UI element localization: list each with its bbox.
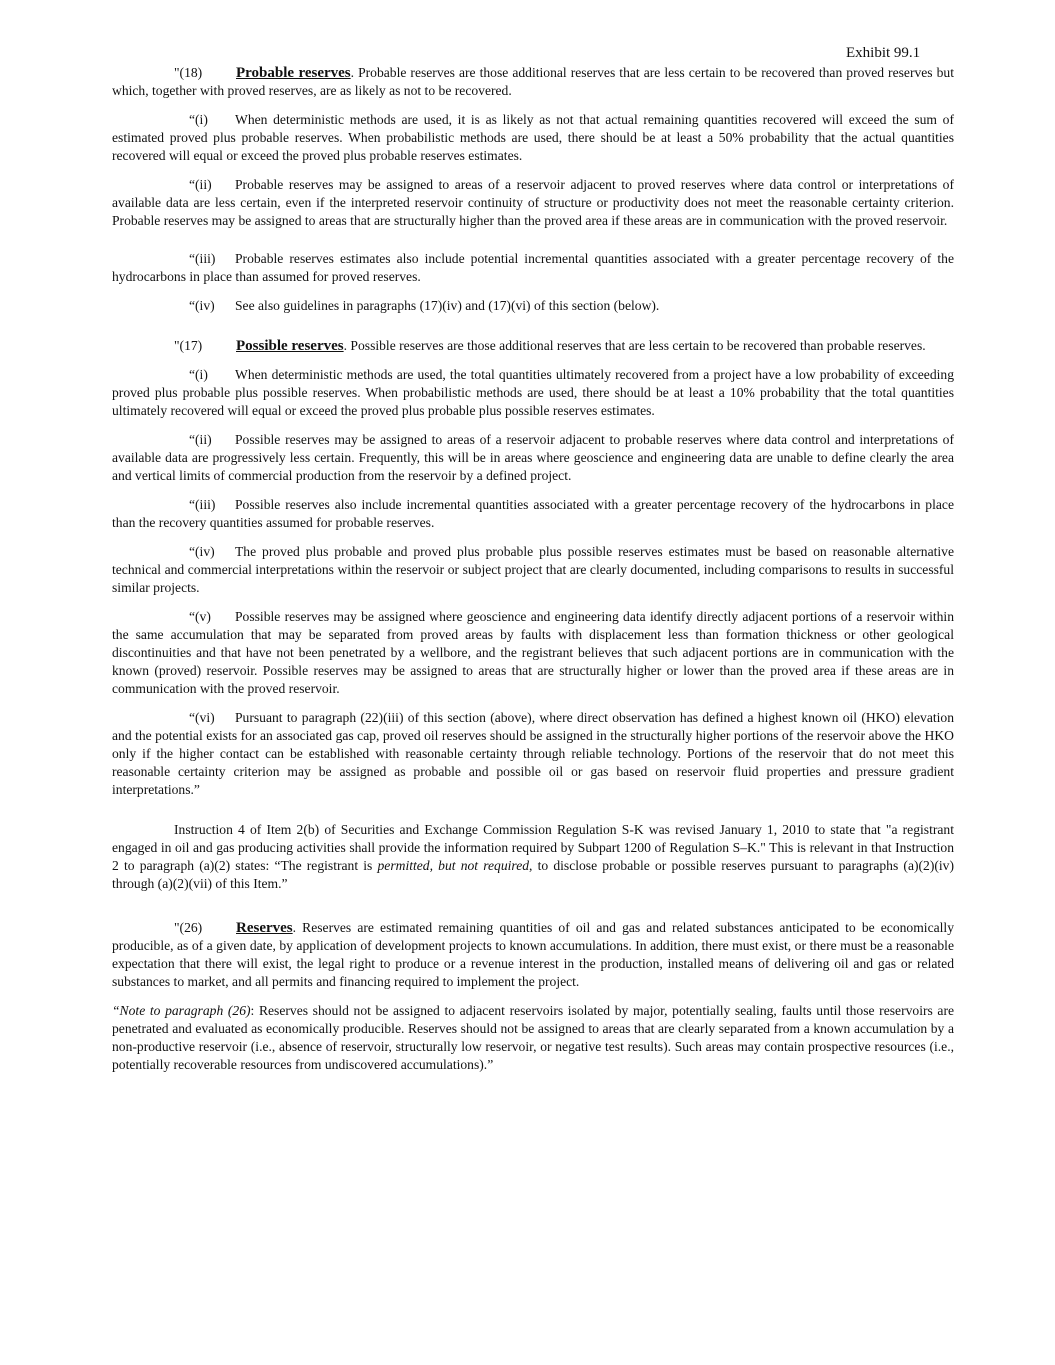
exhibit-label: Exhibit 99.1 bbox=[846, 45, 921, 61]
item-text: Possible reserves also include incremental quantities associated with a greater percentage recovery of the hydrocarbons in place than the recovery quantities assumed for probable reserves. bbox=[112, 497, 954, 530]
definition-text: . Possible reserves are those additional reserves that are less certain to be recovered than probable reserves. bbox=[343, 338, 926, 353]
note-paragraph bbox=[112, 1002, 954, 1074]
item-number: “(i) bbox=[189, 367, 208, 382]
item-number: “(i) bbox=[189, 112, 208, 127]
possible-item-vi bbox=[112, 709, 954, 799]
probable-item-iii bbox=[112, 250, 954, 286]
definition-text: . Reserves are estimated remaining quantities of oil and gas and related substances anticipated to be economically producible, as of a given date, by application of development projects to known accumulations. In addition, there must exist, or there must be a reasonable expectation that there will exist, the legal right to produce or a revenue interest in the production, installed means of delivering oil and gas or related substances to market, and all permits and financing required to implement the project. bbox=[112, 920, 954, 989]
item-text: When deterministic methods are used, the total quantities ultimately recovered from a project have a low probability of exceeding proved plus probable plus possible reserves. When probabilistic methods are used, there should be at least a 10% probability that the total quantities ultimately recovered will equal or exceed the proved plus probable plus possible reserves estimates. bbox=[112, 367, 954, 418]
instruction-paragraph bbox=[112, 821, 954, 893]
paragraph-number: "(26) bbox=[174, 920, 203, 935]
item-text: The proved plus probable and proved plus probable plus possible reserves estimates must be based on reasonable alternative technical and commercial interpretations within the reservoir or subject project that are clearly documented, including comparisons to results in successful similar projects. bbox=[112, 544, 954, 595]
paragraph-number: "(17) bbox=[174, 338, 203, 353]
possible-item-iv bbox=[112, 543, 954, 597]
instruction-text-end: , to disclose probable or possible reserves pursuant to paragraphs (a)(2)(iv) through (a)(2)(vii) of this Item.” bbox=[112, 858, 954, 891]
item-text: When deterministic methods are used, it is as likely as not that actual remaining quantities recovered will exceed the sum of estimated proved plus probable reserves. When probabilistic methods are used, there should be at least a 50% probability that the actual quantities recovered will equal or exceed the proved plus probable reserves estimates. bbox=[112, 112, 954, 163]
paragraph-number: "(18) bbox=[174, 65, 203, 80]
reserves-definition bbox=[112, 919, 954, 991]
probable-item-ii bbox=[112, 176, 954, 230]
item-text: Pursuant to paragraph (22)(iii) of this section (above), where direct observation has defined a highest known oil (HKO) elevation and the potential exists for an associated gas cap, proved oil reserves should be assigned in the structurally higher portions of the reservoir above the HKO only if the higher contact can be established with reasonable certainty through reliable technology. Portions of the reservoir that do not meet this reasonable certainty criterion may be assigned as probable and possible oil or gas based on reservoir fluid properties and pressure gradient interpretations.” bbox=[112, 710, 954, 797]
document-body bbox=[112, 44, 954, 1074]
item-number: “(v) bbox=[189, 609, 211, 624]
item-text: Possible reserves may be assigned to areas of a reservoir adjacent to probable reserves where data control and interpretations of available data are progressively less certain. Frequently, this will be in areas where geoscience and engineering data are unable to define clearly the area and vertical limits of commercial production from the reservoir by a defined project. bbox=[112, 432, 954, 483]
defined-term: Probable reserves bbox=[236, 65, 351, 81]
item-text: Probable reserves estimates also include potential incremental quantities associated with a greater percentage recovery of the hydrocarbons in place than assumed for proved reserves. bbox=[112, 251, 954, 284]
item-number: “(iv) bbox=[189, 298, 215, 313]
possible-item-iii bbox=[112, 496, 954, 532]
possible-item-i bbox=[112, 366, 954, 420]
item-number: “(vi) bbox=[189, 710, 215, 725]
item-text: Possible reserves may be assigned where geoscience and engineering data identify directly adjacent portions of a reservoir within the same accumulation that may be separated from proved areas by faults with displacement less than formation thickness or other geological discontinuities and that have not been penetrated by a wellbore, and the registrant believes that such adjacent portions are in communication with the known (proved) reservoir. Possible reserves may be assigned to areas that are structurally higher or lower than the proved area if these areas are in communication with the proved reservoir. bbox=[112, 609, 954, 696]
defined-term: Possible reserves bbox=[236, 338, 344, 354]
note-label: “Note to paragraph (26) bbox=[112, 1003, 251, 1018]
item-number: “(iii) bbox=[189, 251, 216, 266]
item-number: “(ii) bbox=[189, 177, 212, 192]
item-text: See also guidelines in paragraphs (17)(iv) and (17)(vi) of this section (below). bbox=[235, 298, 660, 313]
possible-item-v bbox=[112, 608, 954, 698]
defined-term: Reserves bbox=[236, 920, 293, 936]
instruction-italic-text: permitted, but not required bbox=[377, 858, 530, 873]
possible-reserves-definition bbox=[112, 337, 954, 355]
definition-text: . Probable reserves are those additional reserves that are less certain to be recovered than proved reserves but which, together with proved reserves, are as likely as not to be recovered. bbox=[112, 65, 954, 98]
instruction-text: Instruction 4 of Item 2(b) of Securities and Exchange Commission Regulation S-K was revised January 1, 2010 to state that "a registrant engaged in oil and gas producing activities shall provide the information required by Subpart 1200 of Regulation S–K." This is relevant in that Instruction 2 to paragraph (a)(2) states: “The registrant is bbox=[112, 822, 954, 873]
probable-item-iv bbox=[112, 297, 954, 315]
probable-reserves-definition bbox=[112, 64, 954, 100]
probable-item-i bbox=[112, 111, 954, 165]
item-number: “(ii) bbox=[189, 432, 212, 447]
possible-item-ii bbox=[112, 431, 954, 485]
item-number: “(iii) bbox=[189, 497, 216, 512]
note-text: : Reserves should not be assigned to adjacent reservoirs isolated by major, potentially sealing, faults until those reservoirs are penetrated and evaluated as economically producible. Reserves should not be assigned to areas that are clearly separated from a known accumulation by a non-productive reservoir (i.e., absence of reservoir, structurally low reservoir, or negative test results). Such areas may contain prospective resources (i.e., potentially recoverable resources from undiscovered accumulations).” bbox=[112, 1003, 955, 1072]
item-number: “(iv) bbox=[189, 544, 215, 559]
item-text: Probable reserves may be assigned to areas of a reservoir adjacent to proved reserves where data control or interpretations of available data are less certain, even if the interpreted reservoir continuity of structure or productivity does not meet the reasonable certainty criterion. Probable reserves may be assigned to areas that are structurally higher than the proved area if these areas are in communication with the proved reservoir. bbox=[112, 177, 954, 228]
